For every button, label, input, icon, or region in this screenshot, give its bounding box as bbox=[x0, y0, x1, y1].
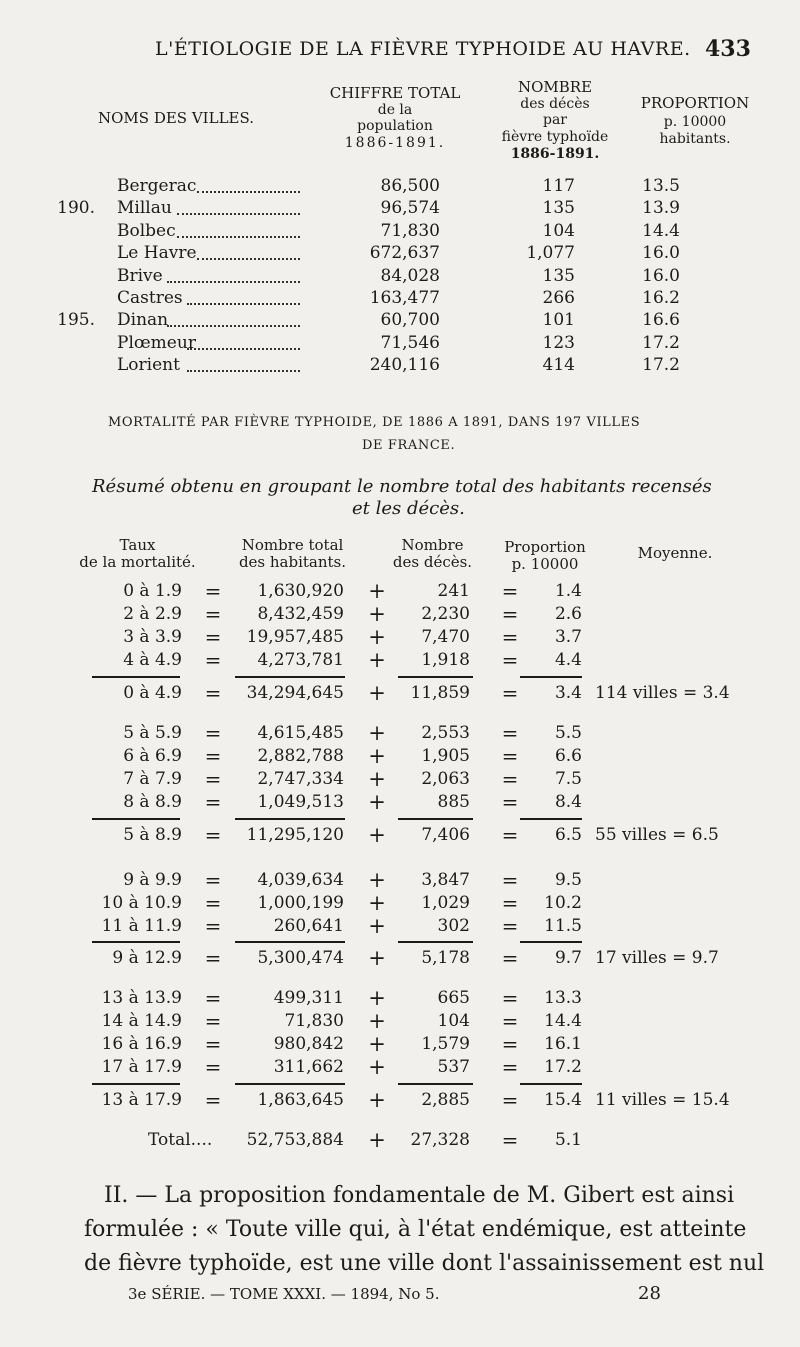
t2-plus-sign: + bbox=[368, 946, 386, 970]
t1-city-name: Le Havre bbox=[117, 243, 197, 263]
total-plus-sign: + bbox=[368, 1128, 386, 1152]
t2-average: 11 villes = 15.4 bbox=[595, 1090, 730, 1110]
t2-rate: 14 à 14.9 bbox=[101, 1011, 182, 1031]
t2-deaths: 302 bbox=[437, 916, 470, 936]
t2-proportion: 1.4 bbox=[554, 581, 582, 601]
t2-col-prop-2: p. 10000 bbox=[511, 555, 579, 573]
t1-dot-leader bbox=[167, 325, 300, 327]
t2-proportion: 5.5 bbox=[554, 723, 582, 743]
t1-col-deaths-1: NOMBRE bbox=[517, 78, 593, 96]
t1-city-name: Brive bbox=[117, 266, 163, 286]
t2-proportion: 9.5 bbox=[554, 870, 582, 890]
t1-city-name: Dinan bbox=[117, 310, 169, 330]
t2-equals-sign: = bbox=[501, 721, 519, 745]
t1-col-deaths-5: 1886-1891. bbox=[510, 146, 600, 162]
t2-col-deaths-2: des décès. bbox=[392, 553, 473, 571]
t2-plus-sign: + bbox=[368, 1055, 386, 1079]
t2-habitants: 71,830 bbox=[284, 1011, 344, 1031]
footer-signature: 28 bbox=[638, 1283, 661, 1304]
t2-subtotal-rule bbox=[520, 941, 582, 943]
t2-rate: 17 à 17.9 bbox=[101, 1057, 182, 1077]
t1-rank: 195. bbox=[57, 310, 95, 330]
t2-deaths: 7,470 bbox=[421, 627, 470, 647]
t2-habitants: 1,049,513 bbox=[257, 792, 344, 812]
t2-equals-sign: = bbox=[204, 1032, 222, 1056]
t2-deaths: 537 bbox=[437, 1057, 470, 1077]
t2-equals-sign: = bbox=[501, 744, 519, 768]
t2-subtotal-rule bbox=[520, 818, 582, 820]
t1-population: 71,546 bbox=[380, 333, 440, 353]
t2-proportion: 6.6 bbox=[554, 746, 582, 766]
total-deaths: 27,328 bbox=[410, 1130, 470, 1150]
t2-plus-sign: + bbox=[368, 1088, 386, 1112]
t2-proportion: 7.5 bbox=[554, 769, 582, 789]
t1-dot-leader bbox=[187, 303, 300, 305]
t2-deaths: 241 bbox=[437, 581, 470, 601]
t1-city-name: Plœmeur bbox=[117, 333, 196, 353]
t2-rate: 2 à 2.9 bbox=[123, 604, 182, 624]
t2-average: 114 villes = 3.4 bbox=[595, 683, 730, 703]
t2-deaths: 885 bbox=[437, 792, 470, 812]
t1-population: 71,830 bbox=[380, 221, 440, 241]
t2-equals-sign: = bbox=[501, 625, 519, 649]
t2-equals-sign: = bbox=[501, 1009, 519, 1033]
t2-subtotal-rule bbox=[398, 676, 473, 678]
t2-equals-sign: = bbox=[501, 868, 519, 892]
t1-city-name: Castres bbox=[117, 288, 183, 308]
t2-plus-sign: + bbox=[368, 914, 386, 938]
t2-equals-sign: = bbox=[204, 1088, 222, 1112]
t2-deaths: 1,918 bbox=[421, 650, 470, 670]
t2-proportion: 6.5 bbox=[554, 825, 582, 845]
t1-proportion: 17.2 bbox=[642, 355, 680, 375]
t2-rate: 13 à 13.9 bbox=[101, 988, 182, 1008]
page-number: 433 bbox=[705, 36, 751, 62]
t2-equals-sign: = bbox=[501, 1055, 519, 1079]
t2-deaths: 2,553 bbox=[421, 723, 470, 743]
t1-population: 672,637 bbox=[369, 243, 440, 263]
t1-proportion: 13.5 bbox=[642, 176, 680, 196]
section-subtitle-2: et les décès. bbox=[352, 498, 465, 519]
t1-dot-leader bbox=[167, 281, 300, 283]
t2-proportion: 13.3 bbox=[544, 988, 582, 1008]
t1-proportion: 14.4 bbox=[642, 221, 680, 241]
t2-subtotal-rule bbox=[235, 1083, 345, 1085]
t2-equals-sign: = bbox=[501, 823, 519, 847]
t2-subtotal-rule bbox=[235, 818, 345, 820]
t1-population: 84,028 bbox=[380, 266, 440, 286]
t2-subtotal-rule bbox=[235, 941, 345, 943]
t2-subtotal-rule bbox=[92, 676, 180, 678]
t2-habitants: 34,294,645 bbox=[246, 683, 344, 703]
t2-habitants: 1,630,920 bbox=[257, 581, 344, 601]
t2-habitants: 4,039,634 bbox=[257, 870, 344, 890]
t2-deaths: 2,885 bbox=[421, 1090, 470, 1110]
total-label: Total.... bbox=[148, 1130, 213, 1150]
t2-proportion: 14.4 bbox=[544, 1011, 582, 1031]
t1-deaths: 414 bbox=[542, 355, 575, 375]
t1-col-names: NOMS DES VILLES. bbox=[98, 109, 254, 127]
t2-proportion: 8.4 bbox=[554, 792, 582, 812]
t2-subtotal-rule bbox=[520, 676, 582, 678]
t1-col-pop-3: population bbox=[357, 118, 433, 134]
t1-population: 163,477 bbox=[369, 288, 440, 308]
t2-habitants: 5,300,474 bbox=[257, 948, 344, 968]
t2-deaths: 2,230 bbox=[421, 604, 470, 624]
t1-city-name: Bergerac bbox=[117, 176, 197, 196]
t2-equals-sign: = bbox=[204, 946, 222, 970]
t2-equals-sign: = bbox=[204, 744, 222, 768]
t2-habitants: 1,000,199 bbox=[257, 893, 344, 913]
t2-rate: 5 à 8.9 bbox=[123, 825, 182, 845]
t2-deaths: 665 bbox=[437, 988, 470, 1008]
t2-equals-sign: = bbox=[501, 648, 519, 672]
t2-equals-sign: = bbox=[204, 790, 222, 814]
t2-proportion: 16.1 bbox=[544, 1034, 582, 1054]
t1-col-prop-3: habitants. bbox=[659, 131, 731, 147]
t2-subtotal-rule bbox=[92, 1083, 180, 1085]
t2-subtotal-rule bbox=[520, 1083, 582, 1085]
t1-proportion: 17.2 bbox=[642, 333, 680, 353]
total-proportion: 5.1 bbox=[554, 1130, 582, 1150]
t2-col-deaths-1: Nombre bbox=[401, 536, 464, 554]
t2-habitants: 11,295,120 bbox=[246, 825, 344, 845]
t2-proportion: 3.4 bbox=[554, 683, 582, 703]
t2-equals-sign: = bbox=[204, 767, 222, 791]
t2-equals-sign: = bbox=[501, 790, 519, 814]
t2-proportion: 10.2 bbox=[544, 893, 582, 913]
t2-habitants: 311,662 bbox=[273, 1057, 344, 1077]
t2-rate: 10 à 10.9 bbox=[101, 893, 182, 913]
section-subtitle: Résumé obtenu en groupant le nombre total des habitants recensés bbox=[92, 476, 712, 497]
t1-population: 86,500 bbox=[380, 176, 440, 196]
t1-population: 96,574 bbox=[380, 198, 440, 218]
t1-city-name: Bolbec bbox=[117, 221, 176, 241]
t2-habitants: 4,273,781 bbox=[257, 650, 344, 670]
t1-col-deaths-2: des décès bbox=[520, 96, 590, 112]
t1-dot-leader bbox=[197, 258, 300, 260]
paragraph-line-2: formulée : « Toute ville qui, à l'état endémique, est atteinte bbox=[84, 1217, 747, 1242]
t2-habitants: 8,432,459 bbox=[257, 604, 344, 624]
t2-rate: 6 à 6.9 bbox=[123, 746, 182, 766]
t1-city-name: Millau bbox=[117, 198, 172, 218]
t1-dot-leader bbox=[187, 348, 300, 350]
t1-proportion: 16.2 bbox=[642, 288, 680, 308]
t1-proportion: 16.6 bbox=[642, 310, 680, 330]
t2-equals-sign: = bbox=[204, 579, 222, 603]
t2-equals-sign: = bbox=[501, 1088, 519, 1112]
t2-habitants: 499,311 bbox=[273, 988, 344, 1008]
t2-rate: 5 à 5.9 bbox=[123, 723, 182, 743]
t1-city-name: Lorient bbox=[117, 355, 180, 375]
t2-plus-sign: + bbox=[368, 986, 386, 1010]
t2-plus-sign: + bbox=[368, 1032, 386, 1056]
t2-habitants: 260,641 bbox=[273, 916, 344, 936]
t2-plus-sign: + bbox=[368, 868, 386, 892]
paragraph-line-1: II. — La proposition fondamentale de M. Gibert est ainsi bbox=[104, 1183, 735, 1208]
t1-deaths: 135 bbox=[542, 198, 575, 218]
t2-subtotal-rule bbox=[92, 941, 180, 943]
t1-col-deaths-4: fièvre typhoïde bbox=[501, 129, 609, 145]
t1-col-prop-2: p. 10000 bbox=[663, 114, 727, 130]
t2-proportion: 3.7 bbox=[554, 627, 582, 647]
t2-rate: 9 à 9.9 bbox=[123, 870, 182, 890]
t2-deaths: 5,178 bbox=[421, 948, 470, 968]
t2-rate: 9 à 12.9 bbox=[112, 948, 182, 968]
t2-average: 17 villes = 9.7 bbox=[595, 948, 719, 968]
t1-rank: 190. bbox=[57, 198, 95, 218]
t2-plus-sign: + bbox=[368, 1009, 386, 1033]
t2-rate: 3 à 3.9 bbox=[123, 627, 182, 647]
t2-subtotal-rule bbox=[235, 676, 345, 678]
t1-deaths: 1,077 bbox=[526, 243, 575, 263]
t2-proportion: 4.4 bbox=[554, 650, 582, 670]
paragraph-line-3: de fièvre typhoïde, est une ville dont l'assainissement est nul bbox=[84, 1251, 765, 1276]
t2-equals-sign: = bbox=[501, 914, 519, 938]
t2-deaths: 1,579 bbox=[421, 1034, 470, 1054]
t2-deaths: 11,859 bbox=[410, 683, 470, 703]
t1-deaths: 135 bbox=[542, 266, 575, 286]
total-habitants: 52,753,884 bbox=[246, 1130, 344, 1150]
t2-deaths: 1,905 bbox=[421, 746, 470, 766]
t2-equals-sign: = bbox=[204, 602, 222, 626]
t2-col-avg: Moyenne. bbox=[637, 544, 713, 562]
t1-deaths: 123 bbox=[542, 333, 575, 353]
t2-habitants: 2,882,788 bbox=[257, 746, 344, 766]
t2-col-rate-1: Taux bbox=[119, 536, 156, 554]
t2-plus-sign: + bbox=[368, 681, 386, 705]
t2-equals-sign: = bbox=[204, 891, 222, 915]
t1-dot-leader bbox=[177, 236, 300, 238]
t2-plus-sign: + bbox=[368, 891, 386, 915]
t1-dot-leader bbox=[177, 213, 300, 215]
t2-col-prop-1: Proportion bbox=[504, 538, 586, 556]
footer-series: 3e SÉRIE. — TOME XXXI. — 1894, No 5. bbox=[128, 1285, 440, 1303]
t2-col-rate-2: de la mortalité. bbox=[79, 553, 196, 571]
t2-proportion: 15.4 bbox=[544, 1090, 582, 1110]
t2-rate: 11 à 11.9 bbox=[101, 916, 182, 936]
t2-plus-sign: + bbox=[368, 790, 386, 814]
t1-deaths: 117 bbox=[542, 176, 575, 196]
t1-col-pop-1: CHIFFRE TOTAL bbox=[329, 84, 461, 102]
total-equals-sign: = bbox=[501, 1128, 519, 1152]
t2-subtotal-rule bbox=[398, 818, 473, 820]
t1-proportion: 13.9 bbox=[642, 198, 680, 218]
t2-equals-sign: = bbox=[501, 946, 519, 970]
t2-habitants: 4,615,485 bbox=[257, 723, 344, 743]
t2-plus-sign: + bbox=[368, 721, 386, 745]
t2-equals-sign: = bbox=[204, 1009, 222, 1033]
t2-equals-sign: = bbox=[501, 1032, 519, 1056]
t1-col-pop-4: 1886-1891. bbox=[344, 135, 446, 151]
t2-deaths: 104 bbox=[437, 1011, 470, 1031]
t2-equals-sign: = bbox=[204, 914, 222, 938]
t1-col-deaths-3: par bbox=[542, 112, 567, 128]
t2-equals-sign: = bbox=[204, 986, 222, 1010]
t1-population: 60,700 bbox=[380, 310, 440, 330]
t2-equals-sign: = bbox=[204, 721, 222, 745]
t2-subtotal-rule bbox=[92, 818, 180, 820]
t2-plus-sign: + bbox=[368, 625, 386, 649]
t2-equals-sign: = bbox=[501, 579, 519, 603]
t2-rate: 7 à 7.9 bbox=[123, 769, 182, 789]
t1-deaths: 104 bbox=[542, 221, 575, 241]
t2-proportion: 9.7 bbox=[554, 948, 582, 968]
t2-equals-sign: = bbox=[204, 1055, 222, 1079]
t1-deaths: 266 bbox=[542, 288, 575, 308]
t2-equals-sign: = bbox=[501, 986, 519, 1010]
t2-rate: 13 à 17.9 bbox=[101, 1090, 182, 1110]
t2-equals-sign: = bbox=[204, 648, 222, 672]
t1-col-pop-2: de la bbox=[377, 102, 413, 118]
t2-habitants: 980,842 bbox=[273, 1034, 344, 1054]
t2-col-hab-2: des habitants. bbox=[238, 553, 347, 571]
section-heading-2: DE FRANCE. bbox=[362, 438, 456, 453]
t2-deaths: 2,063 bbox=[421, 769, 470, 789]
t2-rate: 16 à 16.9 bbox=[101, 1034, 182, 1054]
running-header: L'ÉTIOLOGIE DE LA FIÈVRE TYPHOIDE AU HAVRE. bbox=[155, 38, 691, 60]
t1-population: 240,116 bbox=[369, 355, 440, 375]
t2-habitants: 19,957,485 bbox=[246, 627, 344, 647]
t2-plus-sign: + bbox=[368, 602, 386, 626]
t2-col-hab-1: Nombre total bbox=[241, 536, 344, 554]
t2-equals-sign: = bbox=[204, 681, 222, 705]
t2-equals-sign: = bbox=[501, 681, 519, 705]
t2-plus-sign: + bbox=[368, 823, 386, 847]
t2-plus-sign: + bbox=[368, 744, 386, 768]
t2-proportion: 17.2 bbox=[544, 1057, 582, 1077]
t2-subtotal-rule bbox=[398, 1083, 473, 1085]
t2-plus-sign: + bbox=[368, 648, 386, 672]
t1-proportion: 16.0 bbox=[642, 243, 680, 263]
t2-equals-sign: = bbox=[204, 823, 222, 847]
t1-deaths: 101 bbox=[542, 310, 575, 330]
t2-proportion: 2.6 bbox=[554, 604, 582, 624]
t2-equals-sign: = bbox=[204, 625, 222, 649]
t2-equals-sign: = bbox=[501, 891, 519, 915]
t1-dot-leader bbox=[197, 191, 300, 193]
t2-rate: 0 à 1.9 bbox=[123, 581, 182, 601]
t2-average: 55 villes = 6.5 bbox=[595, 825, 719, 845]
t2-plus-sign: + bbox=[368, 767, 386, 791]
t2-equals-sign: = bbox=[501, 767, 519, 791]
t2-subtotal-rule bbox=[398, 941, 473, 943]
t2-rate: 0 à 4.9 bbox=[123, 683, 182, 703]
t2-rate: 8 à 8.9 bbox=[123, 792, 182, 812]
t2-plus-sign: + bbox=[368, 579, 386, 603]
t2-deaths: 3,847 bbox=[421, 870, 470, 890]
t1-dot-leader bbox=[187, 370, 300, 372]
section-heading: MORTALITÉ PAR FIÈVRE TYPHOIDE, DE 1886 A 1891, DANS 197 VILLES bbox=[108, 415, 641, 430]
t2-equals-sign: = bbox=[501, 602, 519, 626]
t2-equals-sign: = bbox=[204, 868, 222, 892]
t2-habitants: 1,863,645 bbox=[257, 1090, 344, 1110]
t1-proportion: 16.0 bbox=[642, 266, 680, 286]
t2-deaths: 7,406 bbox=[421, 825, 470, 845]
t2-deaths: 1,029 bbox=[421, 893, 470, 913]
t1-col-prop-1: PROPORTION bbox=[640, 94, 750, 112]
t2-rate: 4 à 4.9 bbox=[123, 650, 182, 670]
t2-habitants: 2,747,334 bbox=[257, 769, 344, 789]
t2-proportion: 11.5 bbox=[544, 916, 582, 936]
